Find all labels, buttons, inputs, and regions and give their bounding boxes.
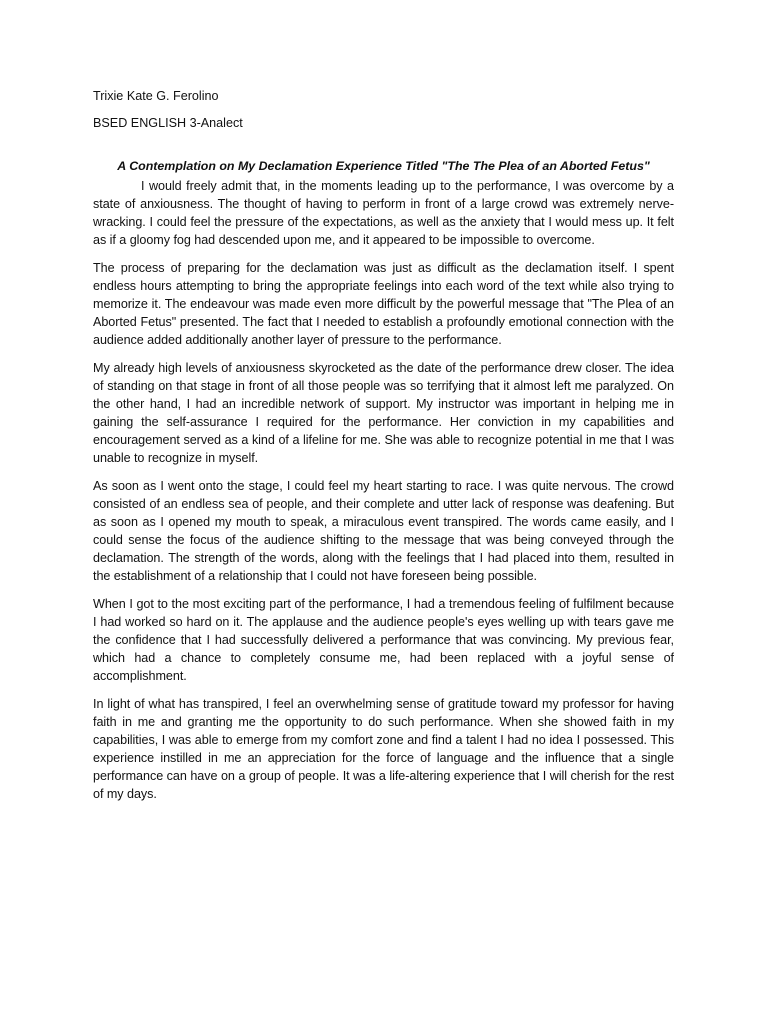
essay-title: A Contemplation on My Declamation Experience Titled "The The Plea of an Aborted Fetus"	[117, 159, 650, 173]
document-content	[93, 87, 674, 813]
paragraph-6: In light of what has transpired, I feel an overwhelming sense of gratitude toward my professor for having faith in me and granting me the opportunity to do such performance. When she showed faith in my capabilities, I was able to emerge from my comfort zone and find a talent I had no idea I possessed. This experience instilled in me an appreciation for the force of language and the influence that a single performance can have on a group of people. It was a life-altering experience that I will cherish for the rest of my days.	[93, 697, 674, 801]
paragraph-1: I would freely admit that, in the moments leading up to the performance, I was overcome by a state of anxiousness. The thought of having to perform in front of a large crowd was extremely nerve-wracking. I could feel the pressure of the expectations, as well as the anxiety that I would mess up. It felt as if a gloomy fog had descended upon me, and it appeared to be impossible to overcome.	[93, 179, 674, 247]
author-section: BSED ENGLISH 3-Analect	[93, 116, 243, 130]
paragraph-3: My already high levels of anxiousness skyrocketed as the date of the performance drew closer. The idea of standing on that stage in front of all those people was so terrifying that it almost left me paralyzed. On the other hand, I had an incredible network of support. My instructor was important in helping me in gaining the self-assurance I required for the performance. Her conviction in my capabilities and encouragement served as a kind of a lifeline for me. She was able to recognize potential in me that I was unable to recognize in myself.	[93, 361, 674, 465]
paragraph-4: As soon as I went onto the stage, I could feel my heart starting to race. I was quite nervous. The crowd consisted of an endless sea of people, and their complete and utter lack of response was deafening. But as soon as I opened my mouth to speak, a miraculous event transpired. The words came easily, and I could sense the focus of the audience shifting to the message that was being conveyed through the declamation. The strength of the words, along with the feelings that I had placed into them, resulted in the establishment of a relationship that I could not have foreseen being possible.	[93, 479, 674, 583]
paragraph-2: The process of preparing for the declamation was just as difficult as the declamation itself. I spent endless hours attempting to bring the appropriate feelings into each word of the text while also trying to memorize it. The endeavour was made even more difficult by the powerful message that "The Plea of an Aborted Fetus" presented. The fact that I needed to establish a profoundly emotional connection with the audience added additionally another layer of pressure to the performance.	[93, 261, 674, 347]
author-name: Trixie Kate G. Ferolino	[93, 89, 219, 103]
paragraph-5: When I got to the most exciting part of the performance, I had a tremendous feeling of fulfilment because I had worked so hard on it. The applause and the audience people's eyes welling up with tears gave me the confidence that I had successfully delivered a performance that was convincing. My previous fear, which had a chance to completely consume me, had been replaced with a joyful sense of accomplishment.	[93, 597, 674, 683]
essay-body	[93, 177, 674, 803]
